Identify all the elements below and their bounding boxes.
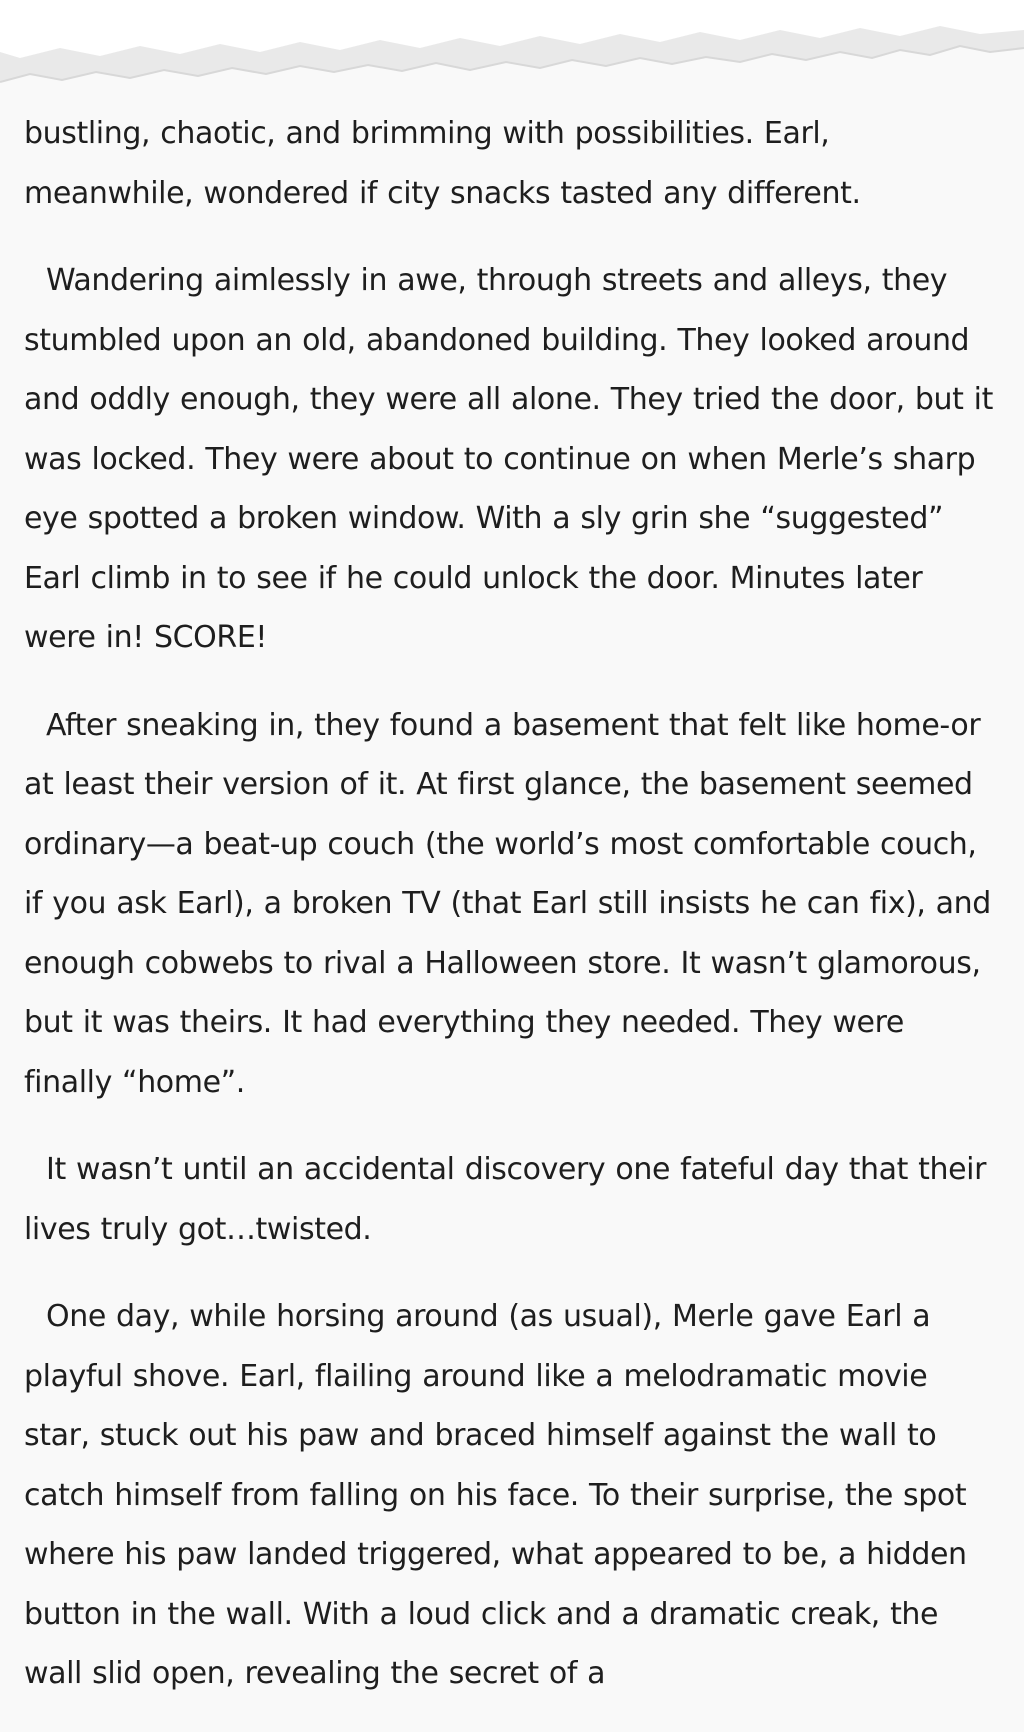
story-paragraph: bustling, chaotic, and brimming with possibilities. Earl, meanwhile, wondered if city snacks tasted any different. [24, 116, 861, 211]
story-paragraph: After sneaking in, they found a basement that felt like home-or at least their version of it. At first glance, the basement seemed ordinary—a beat-up couch (the world’s most comfortable couch, if you ask Earl), a broken TV (that Earl still insists he can fix), and enough cobwebs to rival a Halloween store. It wasn’t glamorous, but it was theirs. It had everything they needed. They were finally “home”. [24, 707, 991, 1100]
story-paragraph: It wasn’t until an accidental discovery one fateful day that their lives truly got…twisted. [24, 1152, 987, 1247]
torn-paper-edge [0, 0, 1024, 110]
story-text [24, 104, 1000, 1732]
story-paragraph: One day, while horsing around (as usual), Merle gave Earl a playful shove. Earl, flailing around like a melodramatic movie star, stuck out his paw and braced himself against the wall to catch himself from falling on his face. To their surprise, the spot where his paw landed triggered, what appeared to be, a hidden button in the wall. With a loud click and a dramatic creak, the wall slid open, revealing the secret of a [24, 1299, 967, 1691]
story-paragraph: Wandering aimlessly in awe, through streets and alleys, they stumbled upon an old, abandoned building. They looked around and oddly enough, they were all alone. They tried the door, but it was locked. They were about to continue on when Merle’s sharp eye spotted a broken window. With a sly grin she “suggested” Earl climb in to see if he could unlock the door. Minutes later were in! SCORE! [24, 263, 993, 655]
